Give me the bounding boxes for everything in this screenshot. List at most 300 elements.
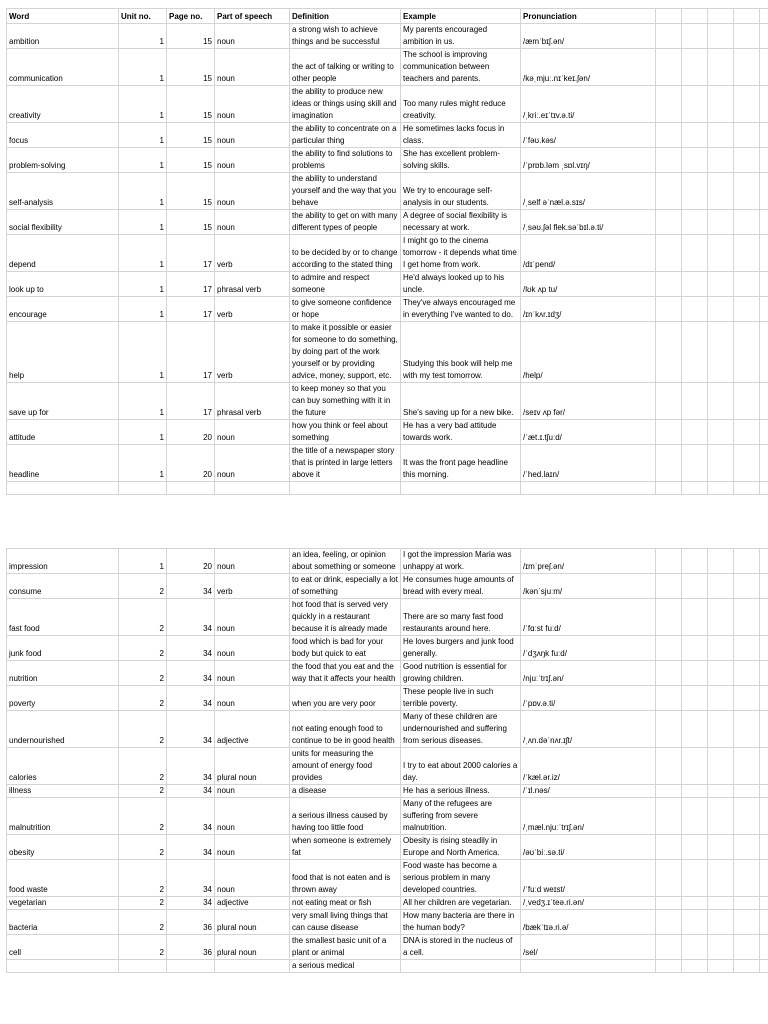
unit-cell[interactable]: 2 <box>119 785 167 798</box>
example-cell[interactable]: All her children are vegetarian. <box>401 897 521 910</box>
word-cell[interactable]: ambition <box>7 24 119 49</box>
pronunciation-cell[interactable]: /ˌsəʊ.ʃəl flek.səˈbɪl.ə.ti/ <box>521 210 656 235</box>
part-of-speech-cell[interactable]: plural noun <box>215 935 290 960</box>
empty-cell[interactable] <box>760 383 768 420</box>
page-cell[interactable]: 17 <box>167 235 215 272</box>
part-of-speech-cell[interactable]: plural noun <box>215 910 290 935</box>
unit-cell[interactable]: 2 <box>119 935 167 960</box>
empty-cell[interactable] <box>708 24 734 49</box>
empty-cell[interactable] <box>708 549 734 574</box>
empty-cell[interactable] <box>656 686 682 711</box>
empty-cell[interactable] <box>760 445 768 482</box>
empty-cell[interactable] <box>656 24 682 49</box>
word-cell[interactable]: problem-solving <box>7 148 119 173</box>
empty-cell[interactable] <box>734 210 760 235</box>
empty-cell[interactable] <box>708 748 734 785</box>
empty-cell[interactable] <box>708 835 734 860</box>
unit-cell[interactable]: 2 <box>119 711 167 748</box>
empty-cell[interactable] <box>656 49 682 86</box>
page-cell[interactable]: 34 <box>167 835 215 860</box>
unit-cell[interactable]: 1 <box>119 420 167 445</box>
empty-cell[interactable] <box>682 272 708 297</box>
empty-cell[interactable] <box>682 910 708 935</box>
pronunciation-cell[interactable]: /ˌʌn.dəˈnʌr.ɪʃt/ <box>521 711 656 748</box>
example-cell[interactable]: There are so many fast food restaurants around here. <box>401 599 521 636</box>
pronunciation-cell[interactable]: /ˌmæl.njuːˈtrɪʃ.ən/ <box>521 798 656 835</box>
empty-cell[interactable] <box>656 599 682 636</box>
definition-cell[interactable]: a disease <box>290 785 401 798</box>
empty-cell[interactable] <box>760 897 768 910</box>
example-cell[interactable]: He'd always looked up to his uncle. <box>401 272 521 297</box>
definition-cell[interactable]: to give someone confidence or hope <box>290 297 401 322</box>
pronunciation-cell[interactable]: /ɪmˈpreʃ.ən/ <box>521 549 656 574</box>
page-cell[interactable] <box>167 960 215 973</box>
unit-cell[interactable]: 1 <box>119 86 167 123</box>
column-header[interactable]: Definition <box>290 9 401 24</box>
empty-cell[interactable] <box>760 482 768 495</box>
page-cell[interactable]: 17 <box>167 383 215 420</box>
column-header[interactable]: Part of speech <box>215 9 290 24</box>
empty-cell[interactable] <box>708 86 734 123</box>
definition-cell[interactable]: the title of a newspaper story that is printed in large letters above it <box>290 445 401 482</box>
word-cell[interactable]: calories <box>7 748 119 785</box>
unit-cell[interactable]: 1 <box>119 235 167 272</box>
example-cell[interactable]: He consumes huge amounts of bread with every meal. <box>401 574 521 599</box>
empty-cell[interactable] <box>708 711 734 748</box>
empty-cell[interactable] <box>760 24 768 49</box>
example-cell[interactable]: My parents encouraged ambition in us. <box>401 24 521 49</box>
empty-cell[interactable] <box>734 897 760 910</box>
part-of-speech-cell[interactable]: phrasal verb <box>215 383 290 420</box>
part-of-speech-cell[interactable]: noun <box>215 661 290 686</box>
page-cell[interactable]: 34 <box>167 798 215 835</box>
empty-cell[interactable] <box>734 322 760 383</box>
empty-cell[interactable] <box>656 636 682 661</box>
empty-cell[interactable] <box>682 860 708 897</box>
empty-cell[interactable] <box>656 748 682 785</box>
empty-cell[interactable] <box>656 235 682 272</box>
unit-cell[interactable]: 1 <box>119 210 167 235</box>
unit-cell[interactable]: 2 <box>119 897 167 910</box>
empty-cell[interactable] <box>656 383 682 420</box>
empty-cell[interactable] <box>760 798 768 835</box>
unit-cell[interactable]: 2 <box>119 910 167 935</box>
part-of-speech-cell[interactable] <box>215 960 290 973</box>
page-cell[interactable]: 34 <box>167 636 215 661</box>
empty-cell[interactable] <box>760 711 768 748</box>
pronunciation-cell[interactable]: /ˈfuːd weɪst/ <box>521 860 656 897</box>
empty-cell[interactable] <box>734 711 760 748</box>
pronunciation-cell[interactable]: /ˈkæl.ər.iz/ <box>521 748 656 785</box>
empty-cell[interactable] <box>682 210 708 235</box>
empty-cell[interactable] <box>682 835 708 860</box>
pronunciation-cell[interactable]: /ˌself əˈnæl.ə.sɪs/ <box>521 173 656 210</box>
pronunciation-cell[interactable]: /ˌkriː.eɪˈtɪv.ə.ti/ <box>521 86 656 123</box>
column-header[interactable]: Word <box>7 9 119 24</box>
empty-cell[interactable] <box>656 210 682 235</box>
empty-cell[interactable] <box>760 210 768 235</box>
part-of-speech-cell[interactable]: verb <box>215 297 290 322</box>
empty-cell[interactable] <box>656 574 682 599</box>
unit-cell[interactable]: 2 <box>119 574 167 599</box>
word-cell[interactable]: poverty <box>7 686 119 711</box>
empty-cell[interactable] <box>682 420 708 445</box>
empty-cell[interactable] <box>734 383 760 420</box>
page-cell[interactable]: 15 <box>167 210 215 235</box>
part-of-speech-cell[interactable]: noun <box>215 86 290 123</box>
page-cell[interactable]: 36 <box>167 935 215 960</box>
example-cell[interactable]: I might go to the cinema tomorrow - it depends what time I get home from work. <box>401 235 521 272</box>
empty-cell[interactable] <box>682 897 708 910</box>
empty-cell[interactable] <box>656 322 682 383</box>
unit-cell[interactable]: 2 <box>119 686 167 711</box>
pronunciation-cell[interactable] <box>521 960 656 973</box>
empty-cell[interactable] <box>656 549 682 574</box>
empty-cell[interactable] <box>656 297 682 322</box>
page-cell[interactable]: 17 <box>167 272 215 297</box>
part-of-speech-cell[interactable]: noun <box>215 636 290 661</box>
pronunciation-cell[interactable]: /ˈdʒʌŋk fuːd/ <box>521 636 656 661</box>
empty-cell[interactable] <box>760 785 768 798</box>
empty-cell[interactable] <box>708 297 734 322</box>
part-of-speech-cell[interactable]: noun <box>215 49 290 86</box>
unit-cell[interactable]: 1 <box>119 272 167 297</box>
empty-cell[interactable] <box>760 661 768 686</box>
example-cell[interactable]: He loves burgers and junk food generally. <box>401 636 521 661</box>
empty-cell[interactable] <box>734 272 760 297</box>
empty-cell[interactable] <box>656 9 682 24</box>
empty-cell[interactable] <box>656 785 682 798</box>
empty-cell[interactable] <box>682 636 708 661</box>
empty-cell[interactable] <box>682 599 708 636</box>
empty-cell[interactable] <box>708 910 734 935</box>
empty-cell[interactable] <box>760 322 768 383</box>
pronunciation-cell[interactable]: /ˌvedʒ.ɪˈteə.ri.ən/ <box>521 897 656 910</box>
empty-cell[interactable] <box>734 748 760 785</box>
pronunciation-cell[interactable]: /ˈpɒv.ə.ti/ <box>521 686 656 711</box>
word-cell[interactable]: communication <box>7 49 119 86</box>
empty-cell[interactable] <box>708 9 734 24</box>
part-of-speech-cell[interactable]: verb <box>215 235 290 272</box>
definition-cell[interactable]: food which is bad for your body but quick to eat <box>290 636 401 661</box>
empty-cell[interactable] <box>656 661 682 686</box>
page-cell[interactable]: 34 <box>167 748 215 785</box>
part-of-speech-cell[interactable]: noun <box>215 420 290 445</box>
page-cell[interactable]: 20 <box>167 445 215 482</box>
unit-cell[interactable]: 1 <box>119 24 167 49</box>
empty-cell[interactable] <box>760 49 768 86</box>
empty-cell[interactable] <box>656 86 682 123</box>
empty-cell[interactable] <box>734 9 760 24</box>
page-cell[interactable]: 34 <box>167 860 215 897</box>
empty-cell[interactable] <box>119 482 167 495</box>
page-cell[interactable]: 15 <box>167 86 215 123</box>
example-cell[interactable]: Food waste has become a serious problem in many developed countries. <box>401 860 521 897</box>
example-cell[interactable]: It was the front page headline this morning. <box>401 445 521 482</box>
empty-cell[interactable] <box>760 960 768 973</box>
empty-cell[interactable] <box>682 549 708 574</box>
empty-cell[interactable] <box>682 383 708 420</box>
empty-cell[interactable] <box>656 482 682 495</box>
empty-cell[interactable] <box>734 960 760 973</box>
pronunciation-cell[interactable]: /kənˈsjuːm/ <box>521 574 656 599</box>
empty-cell[interactable] <box>708 860 734 897</box>
empty-cell[interactable] <box>708 445 734 482</box>
definition-cell[interactable]: to admire and respect someone <box>290 272 401 297</box>
definition-cell[interactable]: the ability to find solutions to problems <box>290 148 401 173</box>
empty-cell[interactable] <box>682 935 708 960</box>
unit-cell[interactable]: 1 <box>119 148 167 173</box>
part-of-speech-cell[interactable]: noun <box>215 860 290 897</box>
empty-cell[interactable] <box>708 636 734 661</box>
part-of-speech-cell[interactable]: noun <box>215 173 290 210</box>
pronunciation-cell[interactable]: /bækˈtɪə.ri.ə/ <box>521 910 656 935</box>
word-cell[interactable]: cell <box>7 935 119 960</box>
page-cell[interactable]: 34 <box>167 711 215 748</box>
empty-cell[interactable] <box>734 24 760 49</box>
empty-cell[interactable] <box>682 661 708 686</box>
empty-cell[interactable] <box>734 445 760 482</box>
example-cell[interactable]: A degree of social flexibility is necessary at work. <box>401 210 521 235</box>
empty-cell[interactable] <box>760 835 768 860</box>
definition-cell[interactable]: the ability to understand yourself and the way that you behave <box>290 173 401 210</box>
word-cell[interactable]: look up to <box>7 272 119 297</box>
empty-cell[interactable] <box>734 420 760 445</box>
unit-cell[interactable]: 2 <box>119 599 167 636</box>
pronunciation-cell[interactable]: /njuːˈtrɪʃ.ən/ <box>521 661 656 686</box>
empty-cell[interactable] <box>682 322 708 383</box>
empty-cell[interactable] <box>734 910 760 935</box>
definition-cell[interactable]: when you are very poor <box>290 686 401 711</box>
empty-cell[interactable] <box>734 235 760 272</box>
word-cell[interactable]: junk food <box>7 636 119 661</box>
empty-cell[interactable] <box>682 711 708 748</box>
empty-cell[interactable] <box>682 86 708 123</box>
empty-cell[interactable] <box>708 148 734 173</box>
word-cell[interactable]: impression <box>7 549 119 574</box>
empty-cell[interactable] <box>682 785 708 798</box>
empty-cell[interactable] <box>734 173 760 210</box>
empty-cell[interactable] <box>682 960 708 973</box>
pronunciation-cell[interactable]: /lʊk ʌp tu/ <box>521 272 656 297</box>
pronunciation-cell[interactable]: /æmˈbɪʃ.ən/ <box>521 24 656 49</box>
empty-cell[interactable] <box>734 574 760 599</box>
word-cell[interactable]: depend <box>7 235 119 272</box>
unit-cell[interactable]: 2 <box>119 798 167 835</box>
pronunciation-cell[interactable]: /ˈæt.ɪ.tʃuːd/ <box>521 420 656 445</box>
empty-cell[interactable] <box>656 798 682 835</box>
definition-cell[interactable]: the ability to concentrate on a particular thing <box>290 123 401 148</box>
column-header[interactable]: Example <box>401 9 521 24</box>
page-cell[interactable]: 15 <box>167 173 215 210</box>
empty-cell[interactable] <box>708 686 734 711</box>
pronunciation-cell[interactable]: /ˈfɑːst fuːd/ <box>521 599 656 636</box>
empty-cell[interactable] <box>682 235 708 272</box>
definition-cell[interactable]: to be decided by or to change according to the stated thing <box>290 235 401 272</box>
empty-cell[interactable] <box>656 897 682 910</box>
definition-cell[interactable]: the ability to produce new ideas or things using skill and imagination <box>290 86 401 123</box>
example-cell[interactable]: He has a serious illness. <box>401 785 521 798</box>
example-cell[interactable]: We try to encourage self-analysis in our students. <box>401 173 521 210</box>
definition-cell[interactable]: hot food that is served very quickly in a restaurant because it is already made <box>290 599 401 636</box>
pronunciation-cell[interactable]: /seɪv ʌp fər/ <box>521 383 656 420</box>
definition-cell[interactable]: to keep money so that you can buy something with it in the future <box>290 383 401 420</box>
empty-cell[interactable] <box>682 24 708 49</box>
part-of-speech-cell[interactable]: noun <box>215 686 290 711</box>
empty-cell[interactable] <box>760 148 768 173</box>
empty-cell[interactable] <box>708 272 734 297</box>
definition-cell[interactable]: an idea, feeling, or opinion about something or someone <box>290 549 401 574</box>
empty-cell[interactable] <box>760 574 768 599</box>
empty-cell[interactable] <box>734 123 760 148</box>
part-of-speech-cell[interactable]: noun <box>215 148 290 173</box>
word-cell[interactable]: nutrition <box>7 661 119 686</box>
empty-cell[interactable] <box>760 420 768 445</box>
empty-cell[interactable] <box>708 322 734 383</box>
empty-cell[interactable] <box>708 123 734 148</box>
definition-cell[interactable]: a serious medical <box>290 960 401 973</box>
empty-cell[interactable] <box>760 549 768 574</box>
unit-cell[interactable]: 2 <box>119 860 167 897</box>
page-cell[interactable]: 17 <box>167 322 215 383</box>
empty-cell[interactable] <box>760 748 768 785</box>
empty-cell[interactable] <box>656 148 682 173</box>
word-cell[interactable]: help <box>7 322 119 383</box>
empty-cell[interactable] <box>734 686 760 711</box>
pronunciation-cell[interactable]: /ɪnˈkʌr.ɪdʒ/ <box>521 297 656 322</box>
empty-cell[interactable] <box>708 482 734 495</box>
part-of-speech-cell[interactable]: noun <box>215 835 290 860</box>
example-cell[interactable]: DNA is stored in the nucleus of a cell. <box>401 935 521 960</box>
empty-cell[interactable] <box>734 785 760 798</box>
empty-cell[interactable] <box>215 482 290 495</box>
word-cell[interactable]: malnutrition <box>7 798 119 835</box>
unit-cell[interactable]: 1 <box>119 297 167 322</box>
pronunciation-cell[interactable]: /help/ <box>521 322 656 383</box>
empty-cell[interactable] <box>760 173 768 210</box>
page-cell[interactable]: 36 <box>167 910 215 935</box>
empty-cell[interactable] <box>682 49 708 86</box>
part-of-speech-cell[interactable]: noun <box>215 445 290 482</box>
empty-cell[interactable] <box>708 173 734 210</box>
part-of-speech-cell[interactable]: noun <box>215 549 290 574</box>
word-cell[interactable]: bacteria <box>7 910 119 935</box>
example-cell[interactable] <box>401 960 521 973</box>
unit-cell[interactable]: 2 <box>119 835 167 860</box>
unit-cell[interactable]: 2 <box>119 748 167 785</box>
page-cell[interactable]: 15 <box>167 123 215 148</box>
word-cell[interactable]: attitude <box>7 420 119 445</box>
unit-cell[interactable]: 1 <box>119 49 167 86</box>
empty-cell[interactable] <box>734 599 760 636</box>
empty-cell[interactable] <box>682 798 708 835</box>
empty-cell[interactable] <box>760 686 768 711</box>
pronunciation-cell[interactable]: /ˈfəʊ.kəs/ <box>521 123 656 148</box>
definition-cell[interactable]: units for measuring the amount of energy food provides <box>290 748 401 785</box>
empty-cell[interactable] <box>682 123 708 148</box>
empty-cell[interactable] <box>734 860 760 897</box>
empty-cell[interactable] <box>708 960 734 973</box>
page-cell[interactable]: 20 <box>167 420 215 445</box>
empty-cell[interactable] <box>656 960 682 973</box>
empty-cell[interactable] <box>401 482 521 495</box>
word-cell[interactable]: vegetarian <box>7 897 119 910</box>
part-of-speech-cell[interactable]: noun <box>215 785 290 798</box>
empty-cell[interactable] <box>682 297 708 322</box>
empty-cell[interactable] <box>708 574 734 599</box>
unit-cell[interactable]: 1 <box>119 322 167 383</box>
part-of-speech-cell[interactable]: adjective <box>215 711 290 748</box>
word-cell[interactable]: food waste <box>7 860 119 897</box>
part-of-speech-cell[interactable]: noun <box>215 24 290 49</box>
definition-cell[interactable]: the food that you eat and the way that it affects your health <box>290 661 401 686</box>
example-cell[interactable]: I try to eat about 2000 calories a day. <box>401 748 521 785</box>
page-cell[interactable]: 15 <box>167 24 215 49</box>
empty-cell[interactable] <box>760 9 768 24</box>
empty-cell[interactable] <box>708 235 734 272</box>
empty-cell[interactable] <box>682 482 708 495</box>
pronunciation-cell[interactable]: /sel/ <box>521 935 656 960</box>
example-cell[interactable]: Obesity is rising steadily in Europe and North America. <box>401 835 521 860</box>
empty-cell[interactable] <box>656 123 682 148</box>
empty-cell[interactable] <box>656 420 682 445</box>
empty-cell[interactable] <box>682 445 708 482</box>
empty-cell[interactable] <box>760 272 768 297</box>
empty-cell[interactable] <box>708 897 734 910</box>
word-cell[interactable] <box>7 960 119 973</box>
empty-cell[interactable] <box>760 297 768 322</box>
page-cell[interactable]: 15 <box>167 49 215 86</box>
empty-cell[interactable] <box>656 445 682 482</box>
empty-cell[interactable] <box>760 599 768 636</box>
empty-cell[interactable] <box>760 235 768 272</box>
definition-cell[interactable]: the smallest basic unit of a plant or animal <box>290 935 401 960</box>
empty-cell[interactable] <box>290 482 401 495</box>
word-cell[interactable]: headline <box>7 445 119 482</box>
empty-cell[interactable] <box>708 661 734 686</box>
empty-cell[interactable] <box>734 148 760 173</box>
part-of-speech-cell[interactable]: adjective <box>215 897 290 910</box>
word-cell[interactable]: creativity <box>7 86 119 123</box>
page-cell[interactable]: 34 <box>167 574 215 599</box>
empty-cell[interactable] <box>760 910 768 935</box>
definition-cell[interactable]: how you think or feel about something <box>290 420 401 445</box>
word-cell[interactable]: save up for <box>7 383 119 420</box>
example-cell[interactable]: Too many rules might reduce creativity. <box>401 86 521 123</box>
page-cell[interactable]: 34 <box>167 661 215 686</box>
page-cell[interactable]: 34 <box>167 897 215 910</box>
empty-cell[interactable] <box>708 210 734 235</box>
page-cell[interactable]: 34 <box>167 599 215 636</box>
pronunciation-cell[interactable]: /kəˌmjuː.nɪˈkeɪ.ʃən/ <box>521 49 656 86</box>
empty-cell[interactable] <box>656 910 682 935</box>
word-cell[interactable]: self-analysis <box>7 173 119 210</box>
definition-cell[interactable]: to make it possible or easier for someone to do something, by doing part of the work yourself or by providing advice, money, support, etc. <box>290 322 401 383</box>
empty-cell[interactable] <box>708 49 734 86</box>
part-of-speech-cell[interactable]: noun <box>215 123 290 148</box>
unit-cell[interactable]: 1 <box>119 383 167 420</box>
empty-cell[interactable] <box>734 86 760 123</box>
word-cell[interactable]: illness <box>7 785 119 798</box>
definition-cell[interactable]: a strong wish to achieve things and be successful <box>290 24 401 49</box>
part-of-speech-cell[interactable]: plural noun <box>215 748 290 785</box>
page-cell[interactable]: 34 <box>167 686 215 711</box>
empty-cell[interactable] <box>708 798 734 835</box>
part-of-speech-cell[interactable]: noun <box>215 798 290 835</box>
example-cell[interactable]: How many bacteria are there in the human body? <box>401 910 521 935</box>
page-cell[interactable]: 15 <box>167 148 215 173</box>
pronunciation-cell[interactable]: /ˈprɒb.ləm ˌsɒl.vɪŋ/ <box>521 148 656 173</box>
